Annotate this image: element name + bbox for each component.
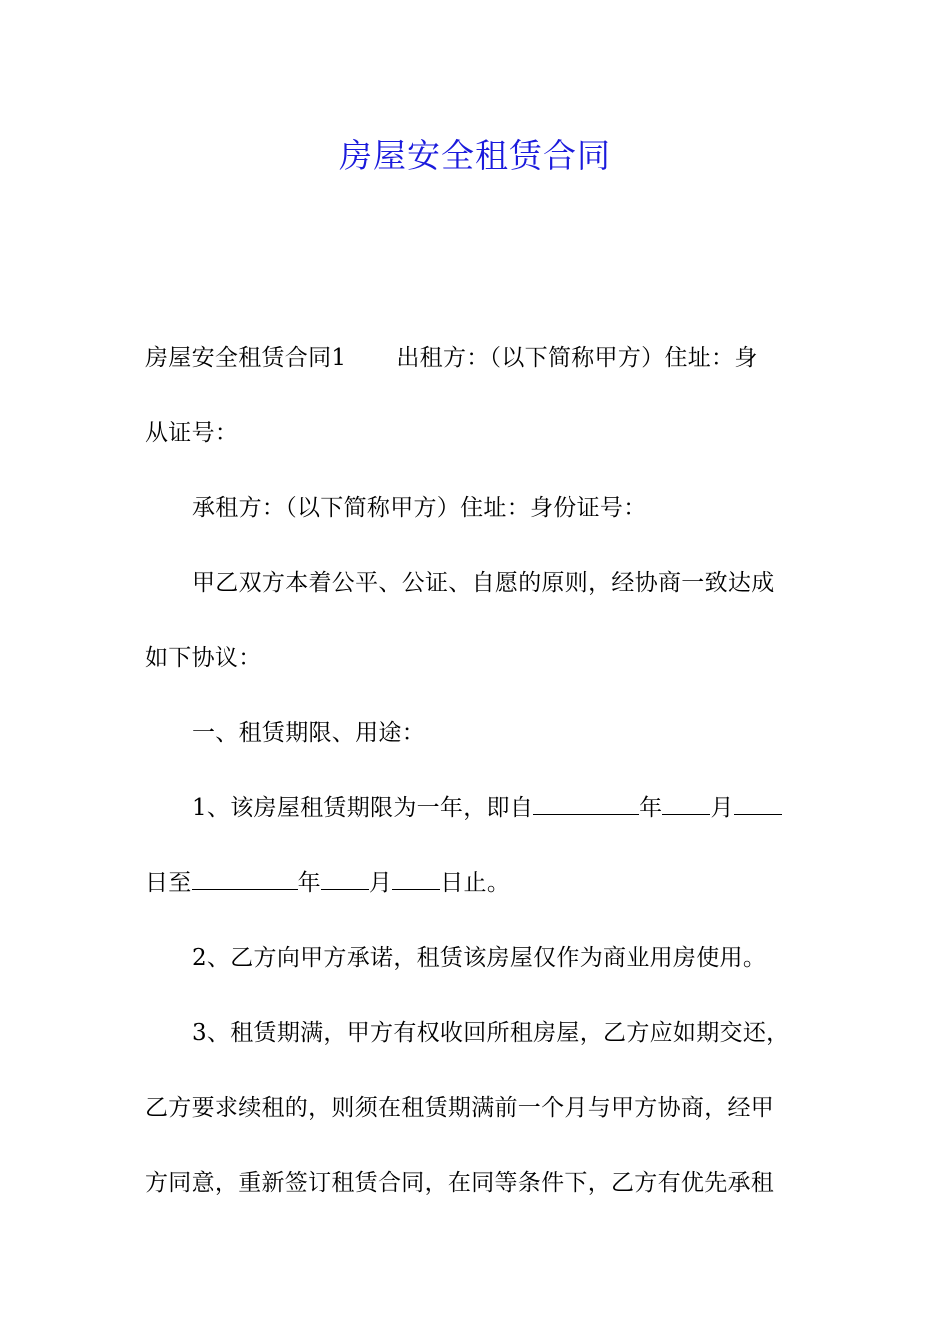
clause-1-text: 1、该房屋租赁期限为一年，即自: [192, 795, 534, 821]
clause-3-text: 3、租赁期满，甲方有权收回所租房屋，乙方应如期交还，: [192, 1020, 790, 1046]
end-year-blank: [192, 869, 298, 890]
year-label: 年: [297, 870, 321, 896]
month-label: 月: [710, 795, 734, 821]
agreement-intro: 甲乙双方本着公平、公证、自愿的原则，经协商一致达成: [192, 570, 775, 596]
lessor-info: 出租方：（以下简称甲方）住址：身: [396, 345, 758, 371]
clause-2-text: 2、乙方向甲方承诺，租赁该房屋仅作为商业用房使用。: [192, 945, 767, 971]
end-day-blank: [392, 869, 440, 890]
id-number-label: 从证号：: [145, 420, 239, 446]
clause-3-text-cont2: 方同意，重新签订租赁合同，在同等条件下，乙方有优先承租: [145, 1170, 775, 1196]
start-year-blank: [533, 794, 639, 815]
paragraph-line: [145, 343, 815, 373]
agreement-intro-cont: 如下协议：: [145, 645, 262, 671]
paragraph-line: [145, 643, 815, 673]
paragraph-line: [145, 868, 815, 898]
paragraph-line: [145, 1168, 815, 1198]
paragraph-line: [192, 568, 862, 598]
paragraph-line: [145, 1093, 815, 1123]
document-title: 房屋安全租赁合同: [339, 136, 611, 175]
paragraph-line: [192, 493, 862, 523]
day-end-label: 日止。: [440, 870, 511, 896]
lessee-info: 承租方：（以下简称甲方）住址：身份证号：: [192, 495, 647, 521]
paragraph-line: [192, 793, 862, 823]
paragraph-line: [192, 1018, 862, 1048]
start-day-blank: [734, 794, 782, 815]
section-heading: [192, 718, 862, 748]
day-to-label: 日至: [145, 870, 192, 896]
end-month-blank: [321, 869, 369, 890]
section-one-title: 一、租赁期限、用途：: [192, 720, 425, 746]
clause-3-text-cont: 乙方要求续租的，则须在租赁期满前一个月与甲方协商，经甲: [145, 1095, 775, 1121]
paragraph-line: [145, 418, 815, 448]
year-label: 年: [639, 795, 663, 821]
month-label: 月: [368, 870, 393, 896]
start-month-blank: [662, 794, 710, 815]
paragraph-line: [192, 943, 862, 973]
contract-heading-inline: 房屋安全租赁合同1: [145, 345, 347, 371]
